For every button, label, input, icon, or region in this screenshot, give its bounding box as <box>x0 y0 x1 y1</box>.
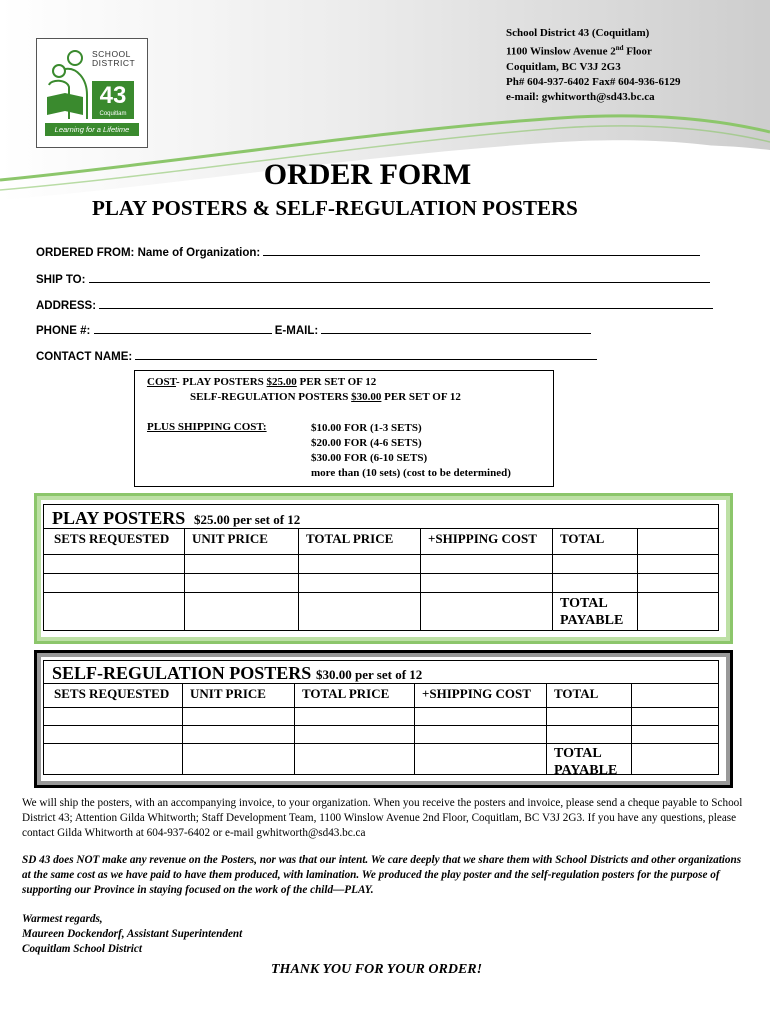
signer: Maureen Dockendorf, Assistant Superintendent <box>22 928 243 940</box>
shipping-note: We will ship the posters, with an accompanying invoice, to your organization. When you receive the posters and invoice, please send a cheque payable to School District 43; Attention Gilda Whitworth; Staff Development Team, 1100 Winslow Avenue 2nd Floor, Coquitlam, BC V3J 2G3. If you have any questions, please contact Gilda Whitworth at 604-937-6402 or e-mail gwhitworth@sd43.bc.ca <box>22 797 743 839</box>
address-field[interactable] <box>99 297 713 309</box>
play-posters-frame <box>34 493 733 644</box>
play-table-price: $25.00 per set of 12 <box>194 512 301 527</box>
phone-email-row: PHONE #: E-MAIL: <box>36 322 591 337</box>
organization-field[interactable] <box>263 244 700 256</box>
signer-district: Coquitlam School District <box>22 943 142 955</box>
ship-to-row: SHIP TO: <box>36 271 710 286</box>
body-text <box>22 796 750 977</box>
page-subtitle: PLAY POSTERS & SELF-REGULATION POSTERS <box>92 196 578 220</box>
play-total-payable: TOTAL PAYABLE <box>560 596 624 628</box>
regards: Warmest regards, <box>22 913 103 925</box>
logo-number: 43 Coquitlam <box>92 81 134 119</box>
self-regulation-frame <box>34 650 733 788</box>
address-row: ADDRESS: <box>36 297 713 312</box>
district-address: School District 43 (Coquitlam) 1100 Winslow Avenue 2nd Floor Coquitlam, BC V3J 2G3 Ph# 604-937-6402 Fax# 604-936-6129 e-mail: gwhitworth@sd43.bc.ca <box>506 27 681 103</box>
shipping-rates: $10.00 FOR (1-3 SETS) $20.00 FOR (4-6 SETS) $30.00 FOR (6-10 SETS) more than (10 sets) (cost to be determined) <box>311 422 511 479</box>
self-total-payable: TOTAL PAYABLE <box>554 746 618 778</box>
contact-row: CONTACT NAME: <box>36 348 597 363</box>
ship-to-field[interactable] <box>89 271 710 283</box>
page-title: ORDER FORM <box>263 158 472 191</box>
shipping-label: PLUS SHIPPING COST: <box>147 421 267 433</box>
self-regulation-table: SELF-REGULATION POSTERS $30.00 per set of 12 SETS REQUESTED UNIT PRICE TOTAL PRICE +SHIPPING COST TOTAL TOTAL PAYABLE <box>43 660 719 775</box>
cost-info-box: COST- PLAY POSTERS $25.00 PER SET OF 12 SELF-REGULATION POSTERS $30.00 PER SET OF 12 PLUS SHIPPING COST: $10.00 FOR (1-3 SETS) $20.00 FOR (4-6 SETS) $30.00 FOR (6-10 SETS) more than (10 sets) (cost to be determined) <box>134 370 554 487</box>
logo-text: SCHOOL DISTRICT <box>92 49 136 68</box>
self-table-title: SELF-REGULATION POSTERS <box>52 663 312 683</box>
email-field[interactable] <box>321 322 591 334</box>
district-logo <box>36 38 148 148</box>
play-posters-table: PLAY POSTERS $25.00 per set of 12 SETS REQUESTED UNIT PRICE TOTAL PRICE +SHIPPING COST TOTAL TOTAL PAYABLE <box>43 504 719 631</box>
phone-field[interactable] <box>94 322 272 334</box>
self-table-price: $30.00 per set of 12 <box>316 667 423 682</box>
thank-you: THANK YOU FOR YOUR ORDER! <box>271 962 483 977</box>
revenue-note: SD 43 does NOT make any revenue on the Posters, nor was that our intent. We care deeply that we share them with School Districts and other organizations at the same cost as we have paid to have them produced, with lamination. We produced the play poster and the self-regulation posters for the purpose of supporting our Province in staying focused on the work of the child—PLAY. <box>22 854 742 896</box>
reading-people-icon <box>43 49 93 121</box>
contact-name-field[interactable] <box>135 348 597 360</box>
ordered-from-row: ORDERED FROM: Name of Organization: <box>36 244 700 259</box>
logo-tagline: Learning for a Lifetime <box>45 123 139 136</box>
play-table-title: PLAY POSTERS <box>52 508 186 528</box>
